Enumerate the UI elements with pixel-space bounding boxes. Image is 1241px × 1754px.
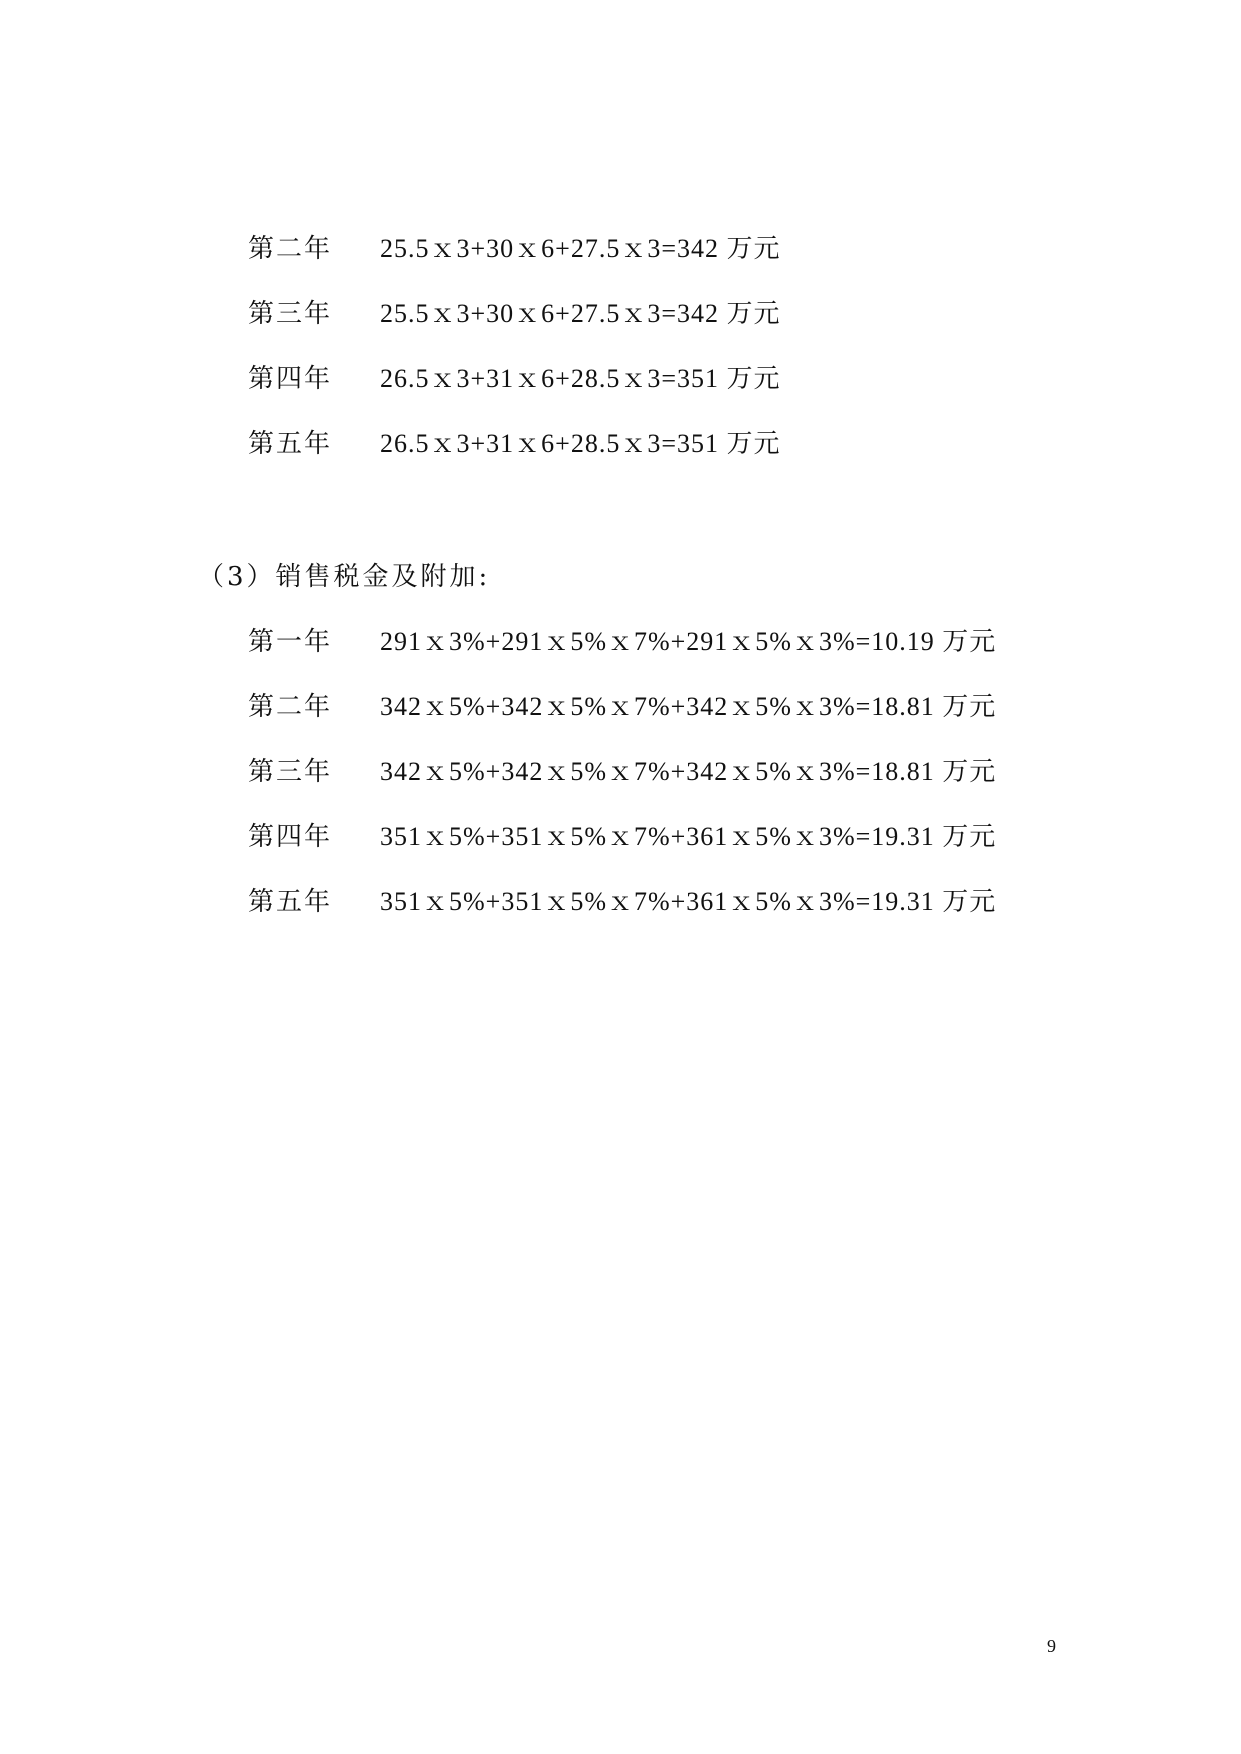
formula-text: 26.5ｘ3+31ｘ6+28.5ｘ3=351 万元 [380, 429, 781, 458]
calc-row [248, 817, 996, 857]
year-label: 第二年 [248, 234, 333, 264]
formula-text: 291ｘ3%+291ｘ5%ｘ7%+291ｘ5%ｘ3%=10.19 万元 [380, 627, 997, 656]
calc-row [248, 622, 996, 662]
calc-row [248, 752, 996, 792]
year-label: 第一年 [248, 627, 333, 657]
year-label: 第四年 [248, 364, 333, 394]
year-label: 第五年 [248, 887, 333, 917]
calc-row [248, 359, 781, 399]
calc-row [248, 882, 996, 922]
formula-text: 342ｘ5%+342ｘ5%ｘ7%+342ｘ5%ｘ3%=18.81 万元 [380, 692, 997, 721]
year-label: 第三年 [248, 299, 333, 329]
year-label: 第五年 [248, 429, 333, 459]
formula-text: 351ｘ5%+351ｘ5%ｘ7%+361ｘ5%ｘ3%=19.31 万元 [380, 887, 997, 916]
year-label: 第四年 [248, 822, 333, 852]
formula-text: 351ｘ5%+351ｘ5%ｘ7%+361ｘ5%ｘ3%=19.31 万元 [380, 822, 997, 851]
year-label: 第三年 [248, 757, 333, 787]
formula-text: 342ｘ5%+342ｘ5%ｘ7%+342ｘ5%ｘ3%=18.81 万元 [380, 757, 997, 786]
formula-text: 25.5ｘ3+30ｘ6+27.5ｘ3=342 万元 [380, 299, 781, 328]
section-heading: （3）销售税金及附加: [198, 562, 491, 592]
page-number: 9 [1047, 1636, 1056, 1656]
formula-text: 26.5ｘ3+31ｘ6+28.5ｘ3=351 万元 [380, 364, 781, 393]
calc-row [248, 687, 996, 727]
year-label: 第二年 [248, 692, 333, 722]
formula-text: 25.5ｘ3+30ｘ6+27.5ｘ3=342 万元 [380, 234, 781, 263]
calc-row [248, 424, 781, 464]
calc-row [248, 229, 781, 269]
calc-row [248, 294, 781, 334]
